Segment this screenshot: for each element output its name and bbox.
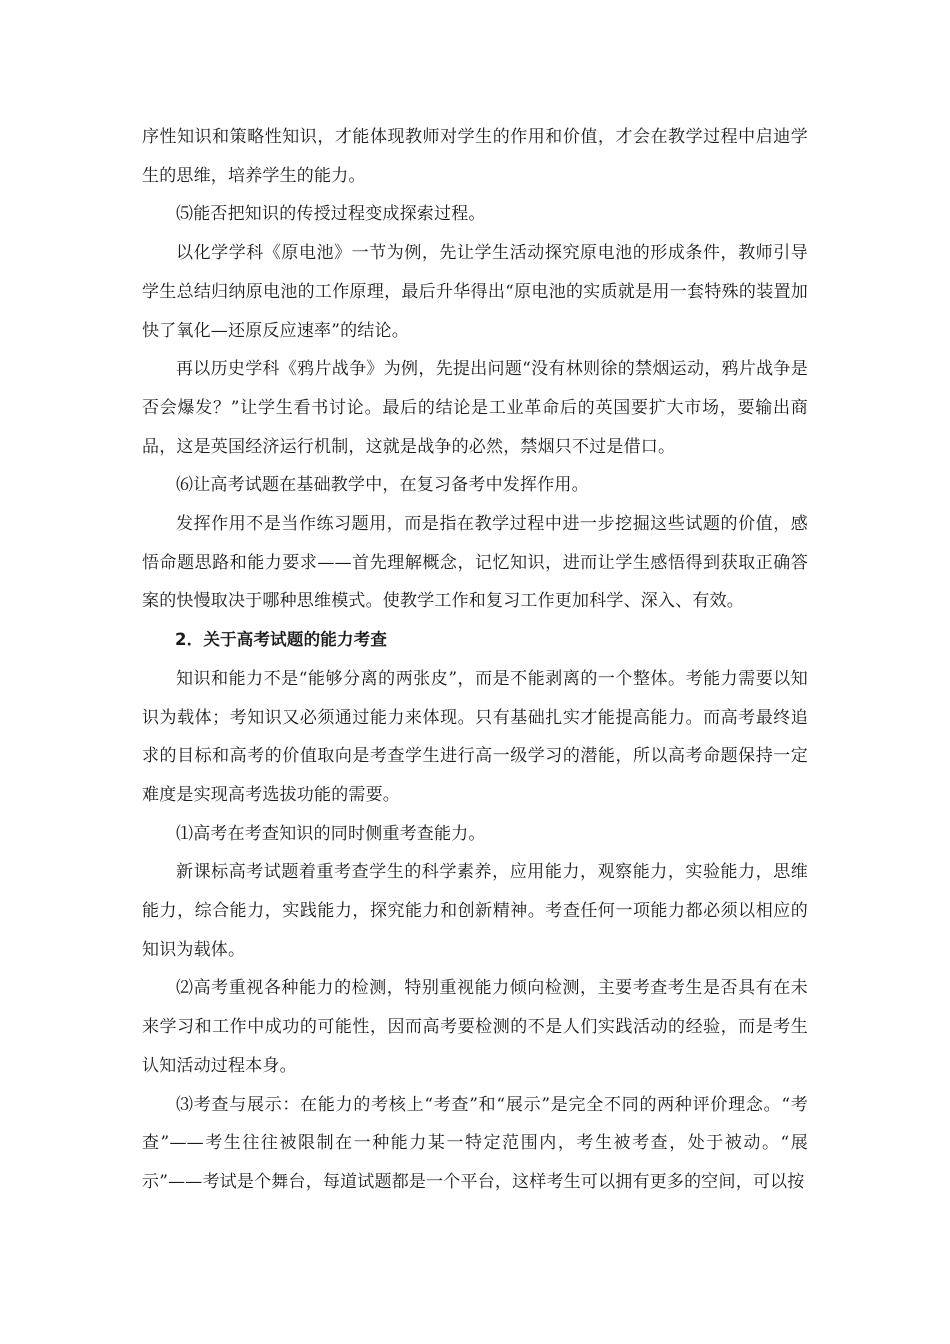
paragraph-chemistry-example: 以化学学科《原电池》一节为例，先让学生活动探究原电池的形成条件，教师引导学生总结归纳原电池的工作原理，最后升华得出“原电池的实质就是用一套特殊的装置加快了氧化—还原反应速率”的结论。 <box>142 243 808 341</box>
list-item-6: ⑹让高考试题在基础教学中，在复习备考中发挥作用。 <box>176 475 589 496</box>
paragraph-exam-role: 发挥作用不是当作练习题用，而是指在教学过程中进一步挖掘这些试题的价值，感悟命题思路和能力要求——首先理解概念，记忆知识，进而让学生感悟得到获取正确答案的快慢取决于哪种思维模式。使教学工作和复习工作更加科学、深入、有效。 <box>142 514 808 612</box>
list-item-1: ⑴高考在考查知识的同时侧重考查能力。 <box>176 823 486 844</box>
list-item-5: ⑸能否把知识的传授过程变成探索过程。 <box>176 204 486 225</box>
list-item-2: ⑵高考重视各种能力的检测，特别重视能力倾向检测，主要考查考生是否具有在未来学习和工作中成功的可能性，因而高考要检测的不是人们实践活动的经验，而是考生认知活动过程本身。 <box>142 978 808 1076</box>
section-heading: 2．关于高考试题的能力考查 <box>175 630 388 650</box>
document-body <box>142 118 808 1202</box>
paragraph-history-example: 再以历史学科《鸦片战争》为例，先提出问题“没有林则徐的禁烟运动，鸦片战争是否会爆发？”让学生看书讨论。最后的结论是工业革命后的英国要扩大市场，要输出商品，这是英国经济运行机制，这就是战争的必然，禁烟只不过是借口。 <box>142 359 808 457</box>
paragraph-continuation: 序性知识和策略性知识，才能体现教师对学生的作用和价值，才会在教学过程中启迪学生的思维，培养学生的能力。 <box>142 127 808 186</box>
paragraph-knowledge-ability: 知识和能力不是“能够分离的两张皮”，而是不能剥离的一个整体。考能力需要以知识为载体；考知识又必须通过能力来体现。只有基础扎实才能提高能力。而高考最终追求的目标和高考的价值取向是考查学生进行高一级学习的潜能，所以高考命题保持一定难度是实现高考选拔功能的需要。 <box>142 668 808 805</box>
list-item-3: ⑶考查与展示：在能力的考核上“考查”和“展示”是完全不同的两种评价理念。“考查”——考生往往被限制在一种能力某一特定范围内，考生被考查，处于被动。“展示”——考试是个舞台，每道试题都是一个平台，这样考生可以拥有更多的空间，可以按 <box>142 1094 808 1192</box>
paragraph-new-curriculum: 新课标高考试题着重考查学生的科学素养，应用能力，观察能力，实验能力，思维能力，综合能力，实践能力，探究能力和创新精神。考查任何一项能力都必须以相应的知识为载体。 <box>142 862 808 960</box>
